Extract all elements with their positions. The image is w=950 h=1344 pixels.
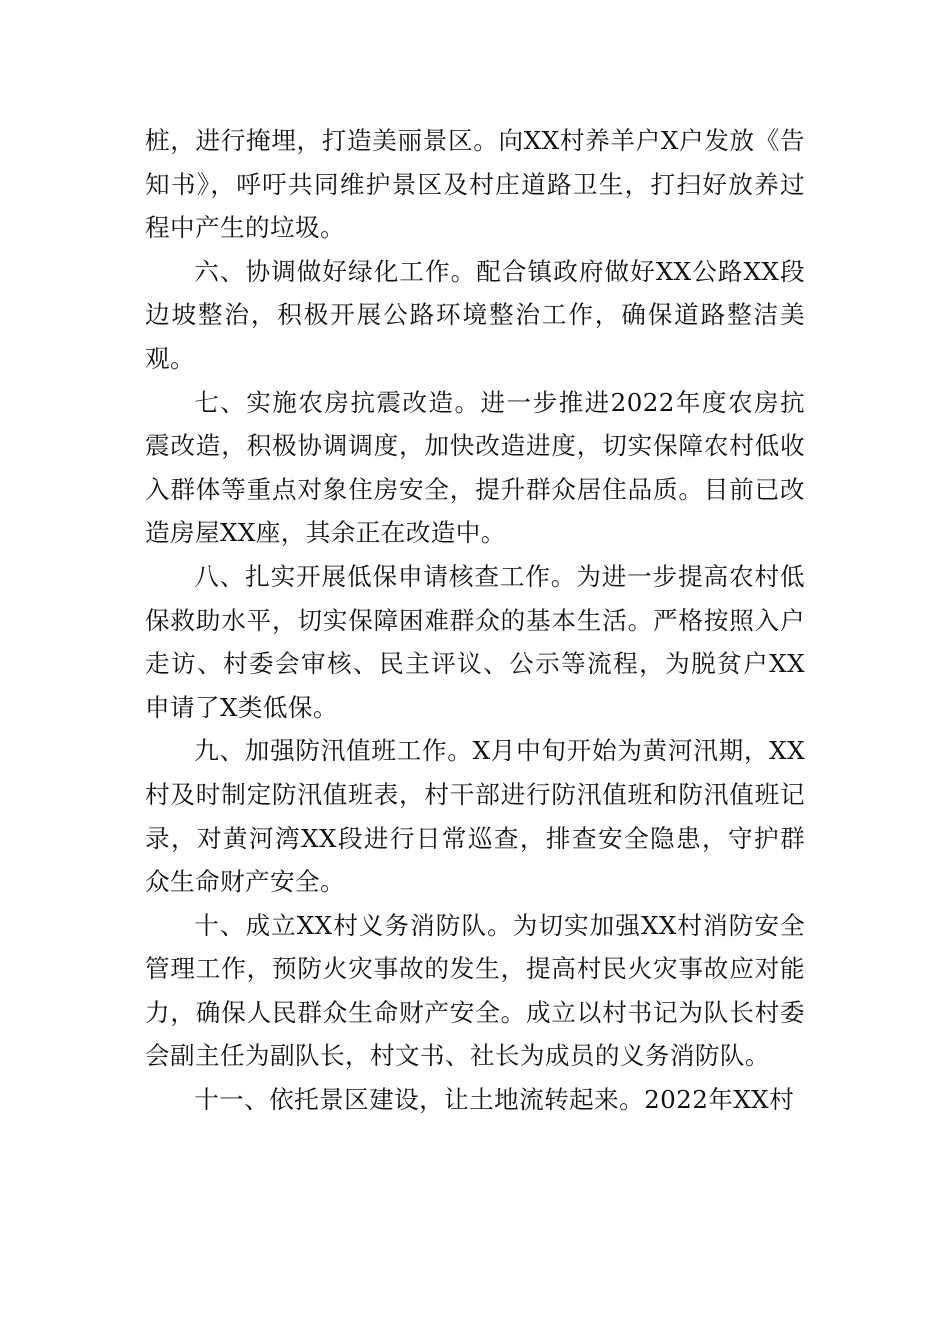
paragraph-item-8-welfare: 八、扎实开展低保申请核查工作。为进一步提高农村低保救助水平，切实保障困难群众的基本生活。严格按照入户走访、村委会审核、民主评议、公示等流程，为脱贫户XX申请了X类低保。 (145, 561, 805, 722)
paragraph-item-11-land: 十一、依托景区建设，让土地流转起来。2022年XX村 (194, 1085, 795, 1115)
paragraph-item-7-housing: 七、实施农房抗震改造。进一步推进2022年度农房抗震改造，积极协调调度，加快改造进度，切实保障农村低收入群体等重点对象住房安全，提升群众居住品质。目前已改造房屋XX座，其余正在改造中。 (145, 387, 805, 548)
paragraph-continuation: 桩，进行掩埋，打造美丽景区。向XX村养羊户X户发放《告知书》，呼吁共同维护景区及村庄道路卫生，打扫好放养过程中产生的垃圾。 (145, 126, 805, 243)
paragraph-item-10-fire-brigade: 十、成立XX村义务消防队。为切实加强XX村消防安全管理工作，预防火灾事故的发生，提高村民火灾事故应对能力，确保人民群众生命财产安全。成立以村书记为队长村委会副主任为副队长，村文书、社长为成员的义务消防队。 (145, 910, 805, 1071)
paragraph-item-6-greening: 六、协调做好绿化工作。配合镇政府做好XX公路XX段边坡整治，积极开展公路环境整治工作，确保道路整洁美观。 (145, 256, 805, 373)
document-body (145, 119, 805, 1122)
paragraph-item-9-flood: 九、加强防汛值班工作。X月中旬开始为黄河汛期，XX村及时制定防汛值班表，村干部进行防汛值班和防汛值班记录，对黄河湾XX段进行日常巡查，排查安全隐患，守护群众生命财产安全。 (145, 736, 805, 897)
